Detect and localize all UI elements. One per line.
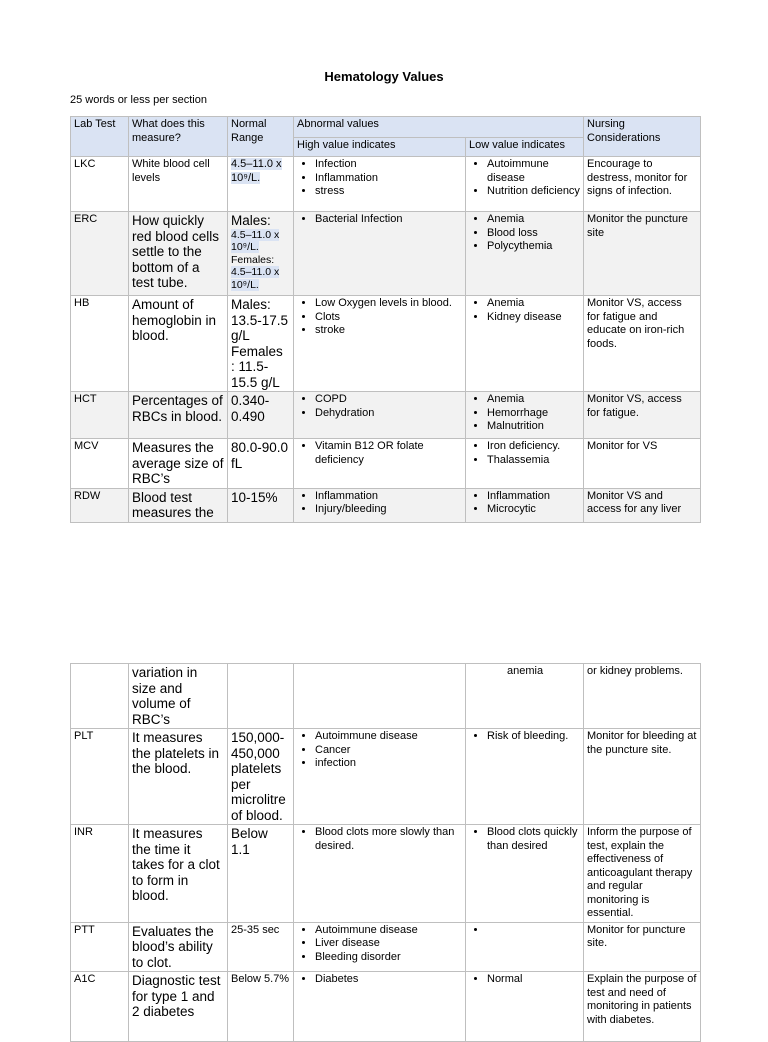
high-cell xyxy=(294,972,466,1042)
table-row xyxy=(71,296,701,392)
low-cell xyxy=(466,664,584,729)
list-item: • Dehydration xyxy=(315,407,462,421)
table-row xyxy=(71,212,701,296)
hematology-table-page-2 xyxy=(70,663,701,1042)
normal-cell: 80.0-90.0 fL xyxy=(228,439,294,489)
list-item: • Anemia xyxy=(487,213,580,227)
list-item: • Nutrition deficiency xyxy=(487,185,580,199)
low-cell xyxy=(466,488,584,522)
header-what: What does this measure? xyxy=(129,117,228,157)
list-item: • Malnutrition xyxy=(487,420,580,434)
list-item: • Blood loss xyxy=(487,227,580,241)
normal-cell: 25-35 sec xyxy=(228,922,294,972)
normal-label: Males: xyxy=(231,213,271,228)
list-item: • Clots xyxy=(315,311,462,325)
list-item: • stroke xyxy=(315,324,462,338)
list-item: • Autoimmune disease xyxy=(315,730,462,744)
what-cell: Amount of hemoglobin in blood. xyxy=(129,296,228,392)
table-row xyxy=(71,922,701,972)
normal-value: 4.5–11.0 x 10⁹/L. xyxy=(231,266,280,291)
low-cell xyxy=(466,392,584,439)
list-item: • Low Oxygen levels in blood. xyxy=(315,297,462,311)
lab-test-cell: HB xyxy=(71,296,129,392)
list-item: • Infection xyxy=(315,158,462,172)
normal-cell xyxy=(228,212,294,296)
table-row xyxy=(71,825,701,923)
nursing-cell: Monitor VS and access for any liver xyxy=(584,488,701,522)
nursing-cell: or kidney problems. xyxy=(584,664,701,729)
high-cell xyxy=(294,392,466,439)
low-cell xyxy=(466,439,584,489)
high-cell xyxy=(294,439,466,489)
high-cell xyxy=(294,922,466,972)
normal-cell: Below 1.1 xyxy=(228,825,294,923)
list-item: • Polycythemia xyxy=(487,240,580,254)
list-item: • Normal xyxy=(487,973,580,987)
lab-test-cell xyxy=(71,664,129,729)
header-normal-range: Normal Range xyxy=(228,117,294,157)
header-low-value: Low value indicates xyxy=(466,138,584,157)
low-cell xyxy=(466,296,584,392)
nursing-cell: Monitor for VS xyxy=(584,439,701,489)
lab-test-cell: LKC xyxy=(71,157,129,212)
table-row xyxy=(71,729,701,825)
list-item: • Anemia xyxy=(487,393,580,407)
low-cell xyxy=(466,157,584,212)
low-continued-text: anemia xyxy=(507,665,544,677)
lab-test-cell: PLT xyxy=(71,729,129,825)
normal-cell: 10-15% xyxy=(228,488,294,522)
low-cell xyxy=(466,729,584,825)
nursing-cell: Monitor for puncture site. xyxy=(584,922,701,972)
list-item: • Thalassemia xyxy=(487,454,580,468)
nursing-cell: Monitor VS, access for fatigue and educate on iron-rich foods. xyxy=(584,296,701,392)
page-title: Hematology Values xyxy=(324,69,444,84)
high-cell xyxy=(294,825,466,923)
nursing-cell: Encourage to destress, monitor for signs of infection. xyxy=(584,157,701,212)
high-cell xyxy=(294,296,466,392)
low-cell xyxy=(466,972,584,1042)
what-cell: variation in size and volume of RBC’s xyxy=(129,664,228,729)
table-row xyxy=(71,439,701,489)
list-item: • stress xyxy=(315,185,462,199)
list-item: • COPD xyxy=(315,393,462,407)
page-subtitle: 25 words or less per section xyxy=(70,94,207,106)
nursing-cell: Inform the purpose of test, explain the effectiveness of anticoagulant therapy and regular monitoring is essential. xyxy=(584,825,701,923)
what-cell: Diagnostic test for type 1 and 2 diabetes xyxy=(129,972,228,1042)
lab-test-cell: MCV xyxy=(71,439,129,489)
header-abnormal-values: Abnormal values xyxy=(294,117,584,138)
low-cell xyxy=(466,922,584,972)
list-item: • Blood clots quickly than desired xyxy=(487,826,580,853)
table-row xyxy=(71,664,701,729)
list-item: • Risk of bleeding. xyxy=(487,730,580,744)
normal-value: 4.5–11.0 x 10⁹/L. xyxy=(231,228,280,253)
header-high-value: High value indicates xyxy=(294,138,466,157)
list-item: • Inflammation xyxy=(315,490,462,504)
normal-cell: Below 5.7% xyxy=(228,972,294,1042)
low-cell xyxy=(466,825,584,923)
normal-cell xyxy=(228,664,294,729)
normal-cell xyxy=(228,157,294,212)
nursing-cell: Monitor VS, access for fatigue. xyxy=(584,392,701,439)
low-cell xyxy=(466,212,584,296)
header-nursing: Nursing Considerations xyxy=(584,117,701,157)
normal-value: 4.5–11.0 x 10⁹/L. xyxy=(231,158,282,184)
table-header-row xyxy=(71,117,701,138)
high-cell xyxy=(294,729,466,825)
what-cell: It measures the time it takes for a clot to form in blood. xyxy=(129,825,228,923)
list-item: • Kidney disease xyxy=(487,311,580,325)
list-item: • Autoimmune disease xyxy=(315,924,462,938)
what-cell: Blood test measures the xyxy=(129,488,228,522)
normal-label: Females: xyxy=(231,253,275,266)
normal-cell: 0.340-0.490 xyxy=(228,392,294,439)
list-item: • Bleeding disorder xyxy=(315,951,462,965)
hematology-table-page-1 xyxy=(70,116,701,523)
lab-test-cell: PTT xyxy=(71,922,129,972)
table-row xyxy=(71,972,701,1042)
list-item: • Inflammation xyxy=(315,172,462,186)
nursing-cell: Monitor the puncture site xyxy=(584,212,701,296)
lab-test-cell: HCT xyxy=(71,392,129,439)
lab-test-cell: A1C xyxy=(71,972,129,1042)
list-item: • Autoimmune disease xyxy=(487,158,580,185)
list-item: • Hemorrhage xyxy=(487,407,580,421)
list-item: • Injury/bleeding xyxy=(315,503,462,517)
list-item: • Microcytic xyxy=(487,503,580,517)
list-item: • Cancer xyxy=(315,744,462,758)
normal-cell: 150,000-450,000 platelets per microlitre of blood. xyxy=(228,729,294,825)
list-item: • Anemia xyxy=(487,297,580,311)
table-row xyxy=(71,488,701,522)
what-cell: How quickly red blood cells settle to the bottom of a test tube. xyxy=(129,212,228,296)
header-lab-test: Lab Test xyxy=(71,117,129,157)
high-cell xyxy=(294,488,466,522)
high-cell xyxy=(294,157,466,212)
high-cell xyxy=(294,664,466,729)
what-cell: White blood cell levels xyxy=(129,157,228,212)
list-item: • Blood clots more slowly than desired. xyxy=(315,826,462,853)
list-item: • Bacterial Infection xyxy=(315,213,462,227)
lab-test-cell: ERC xyxy=(71,212,129,296)
what-cell: It measures the platelets in the blood. xyxy=(129,729,228,825)
list-item: • Vitamin B12 OR folate deficiency xyxy=(315,440,462,467)
list-item: • Diabetes xyxy=(315,973,462,987)
list-item: • Inflammation xyxy=(487,490,580,504)
table-row xyxy=(71,157,701,212)
normal-cell: Males: 13.5-17.5 g/L Females : 11.5-15.5 g/L xyxy=(228,296,294,392)
what-cell: Percentages of RBCs in blood. xyxy=(129,392,228,439)
list-item: • Iron deficiency. xyxy=(487,440,580,454)
what-cell: Measures the average size of RBC’s xyxy=(129,439,228,489)
list-item xyxy=(487,924,580,938)
list-item: • Liver disease xyxy=(315,937,462,951)
nursing-cell: Monitor for bleeding at the puncture site. xyxy=(584,729,701,825)
lab-test-cell: INR xyxy=(71,825,129,923)
high-cell xyxy=(294,212,466,296)
nursing-cell: Explain the purpose of test and need of monitoring in patients with diabetes. xyxy=(584,972,701,1042)
what-cell: Evaluates the blood’s ability to clot. xyxy=(129,922,228,972)
list-item: • infection xyxy=(315,757,462,771)
table-row xyxy=(71,392,701,439)
lab-test-cell: RDW xyxy=(71,488,129,522)
